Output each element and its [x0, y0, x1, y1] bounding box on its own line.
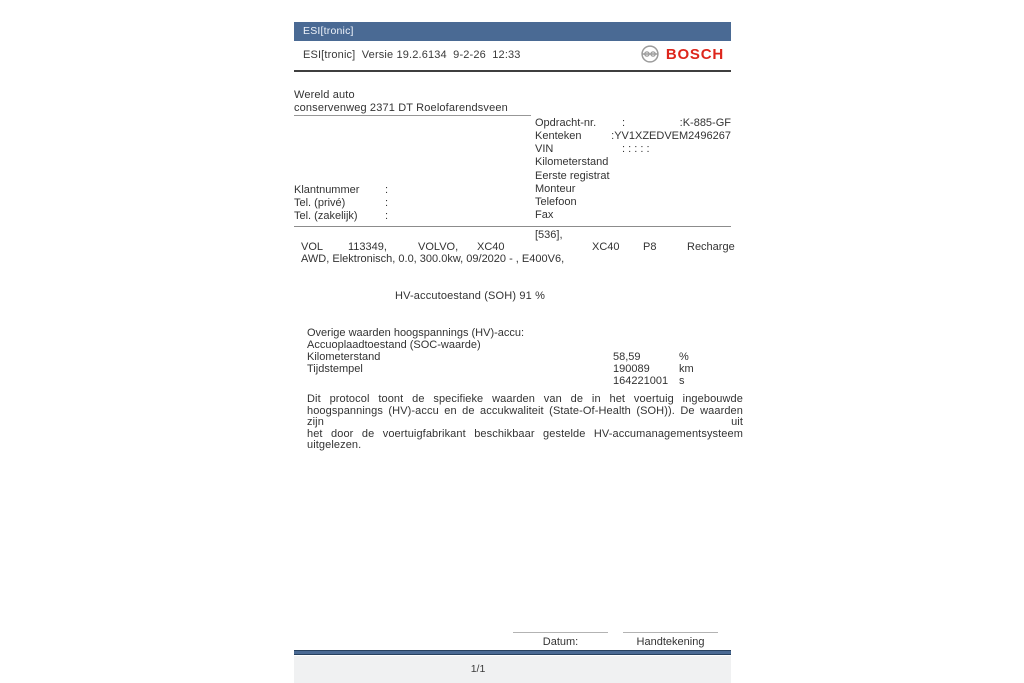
disclaimer-line: het door de voertuigfabrikant beschikbaar gestelde HV-accumanagementsysteem	[307, 427, 743, 440]
version-line: ESI[tronic] Versie 19.2.6134 9-2-26 12:33	[303, 49, 521, 61]
disclaimer-line: Dit protocol toont de specifieke waarden van de in het voertuig ingebouwde	[307, 393, 743, 405]
footer-bar	[294, 650, 731, 655]
bosch-logo	[640, 44, 724, 64]
customer-name: Wereld auto	[294, 89, 355, 101]
hv-values-title: Overige waarden hoogspannings (HV)-accu:	[307, 327, 525, 339]
field-value: :YV1XZEDVEM2496267	[611, 130, 731, 143]
disclaimer-line: hoogspannings (HV)-accu en de accukwaliteit (State-Of-Health (SOH)). De waarden zijn uit	[307, 404, 743, 429]
value-row-soc	[294, 339, 731, 351]
vehicle-token: XC40	[477, 241, 505, 253]
vehicle-token: P8	[643, 241, 657, 253]
value-number: 190089	[613, 363, 650, 375]
field-label: Eerste registrat	[535, 169, 610, 182]
field-label: Telefoon	[535, 195, 577, 208]
field-separator: :	[385, 184, 389, 196]
vehicle-token: 113349,	[348, 241, 387, 253]
footer-strip	[294, 656, 731, 683]
field-row-telefoon	[535, 196, 731, 209]
date-label: Datum:	[542, 636, 579, 648]
esitronic-report	[294, 0, 743, 683]
field-row-monteur	[535, 183, 731, 196]
value-label: Kilometerstand	[307, 351, 381, 363]
field-label: Monteur	[535, 182, 576, 195]
field-row-tel-prive	[294, 197, 494, 210]
field-row-opdracht-nr	[535, 117, 731, 130]
field-label: VIN	[535, 143, 554, 156]
vehicle-token: Recharge	[687, 241, 735, 253]
field-row-kenteken	[535, 130, 731, 143]
vehicle-token: VOLVO,	[418, 241, 459, 253]
vehicle-token: VOL	[301, 241, 324, 253]
value-row-seconds	[294, 375, 731, 387]
field-label: Opdracht-nr.	[535, 117, 597, 129]
field-separator: :	[622, 117, 626, 129]
field-label: Tel. (zakelijk)	[294, 210, 358, 223]
customer-fields	[294, 184, 494, 224]
vehicle-description-line2: AWD, Elektronisch, 0.0, 300.0kw, 09/2020 - , E400V6,	[301, 253, 565, 265]
date-signature-line	[513, 632, 608, 633]
esitronic-title-bar	[294, 22, 731, 41]
value-label: Accuoplaadtoestand (SOC-waarde)	[307, 339, 481, 351]
page-number: 1/1	[470, 663, 486, 675]
field-row-vin	[535, 143, 731, 156]
field-row-tel-zakelijk	[294, 210, 494, 223]
field-label: Fax	[535, 208, 554, 221]
field-row-eerste-registrat	[535, 170, 731, 183]
soh-headline: HV-accutoestand (SOH) 91 %	[395, 290, 546, 302]
vehicle-description-line	[294, 241, 735, 253]
title-bar-label: ESI[tronic]	[303, 25, 354, 37]
address-underline	[294, 115, 531, 116]
customer-address: conservenweg 2371 DT Roelofarendsveen	[294, 102, 508, 114]
value-row-tijdstempel	[294, 363, 731, 375]
value-unit: s	[679, 375, 685, 387]
value-unit: km	[679, 363, 694, 375]
field-row-klantnummer	[294, 184, 494, 197]
field-row-fax	[535, 209, 731, 222]
value-number: 164221001	[613, 375, 669, 387]
vehicle-section-divider	[294, 226, 731, 227]
value-row-kilometerstand	[294, 351, 731, 363]
order-fields	[535, 117, 731, 222]
header-divider	[294, 70, 731, 72]
field-separator: :	[385, 197, 389, 210]
value-label: Tijdstempel	[307, 363, 363, 375]
bosch-emblem-icon	[640, 44, 660, 64]
field-value: :K-885-GF	[679, 117, 731, 129]
vehicle-type-code: [536],	[535, 229, 563, 241]
handtekening-label: Handtekening	[636, 636, 705, 648]
bosch-wordmark: BOSCH	[665, 45, 724, 63]
value-number: 58,59	[613, 351, 641, 363]
field-label: Kenteken	[535, 130, 582, 143]
vehicle-token: XC40	[592, 241, 620, 253]
field-separator: :	[385, 210, 389, 223]
field-label: Kilometerstand	[535, 156, 609, 169]
field-row-kilometerstand	[535, 156, 731, 169]
value-unit: %	[679, 351, 689, 363]
field-label: Klantnummer	[294, 184, 360, 196]
field-label: Tel. (privé)	[294, 197, 346, 210]
disclaimer-line: uitgelezen.	[307, 439, 362, 452]
field-separator: : : : : :	[622, 143, 650, 156]
handtekening-signature-line	[623, 632, 718, 633]
disclaimer-paragraph	[307, 394, 743, 452]
